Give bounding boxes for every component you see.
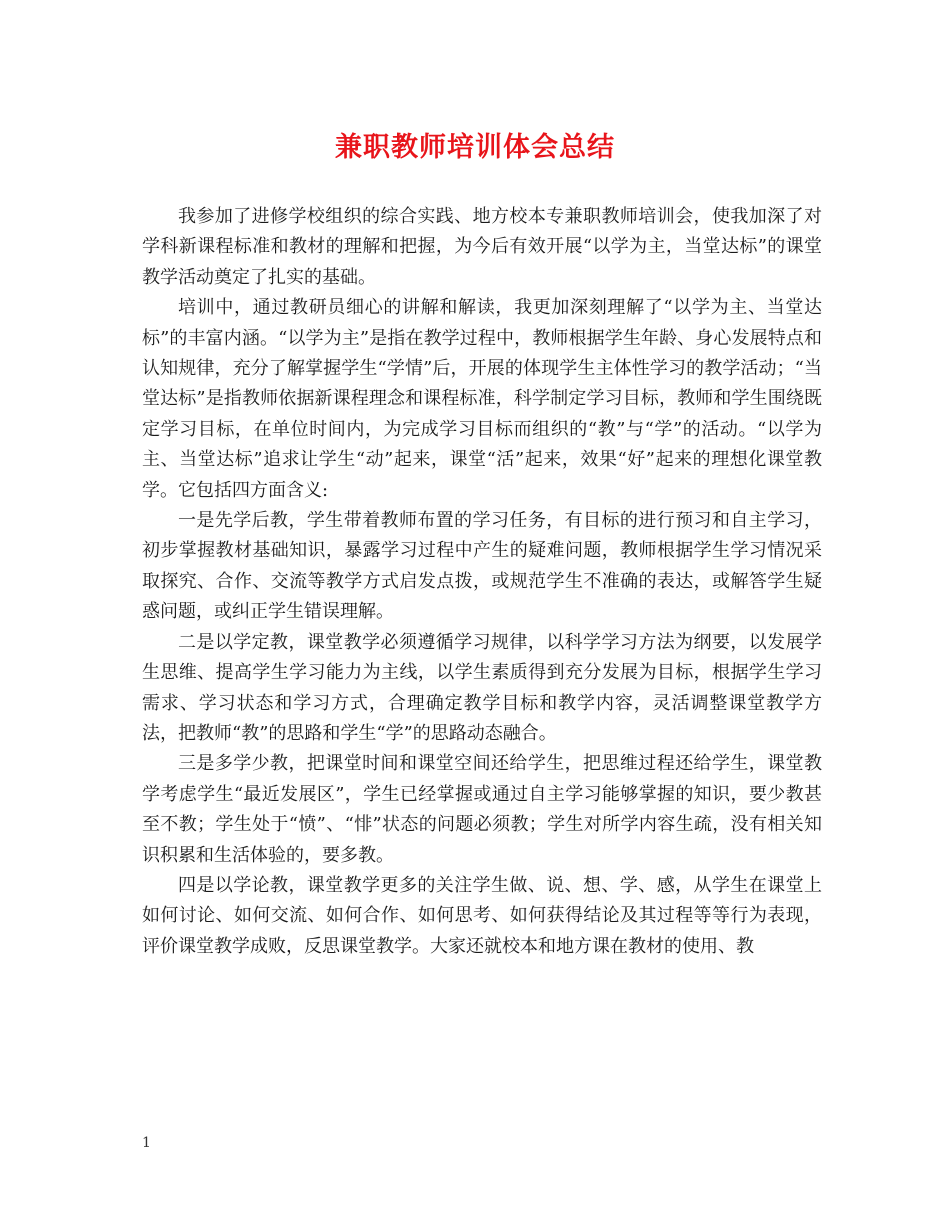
paragraph-intro: 我参加了进修学校组织的综合实践、地方校本专兼职教师培训会，使我加深了对学科新课程标准和教材的理解和把握，为今后有效开展“以学为主，当堂达标”的课堂教学活动奠定了扎实的基础。 (142, 206, 822, 288)
paragraph-point-one: 一是先学后教，学生带着教师布置的学习任务，有目标的进行预习和自主学习，初步掌握教材基础知识，暴露学习过程中产生的疑难问题，教师根据学生学习情况采取探究、合作、交流等教学方式启发点拨，或规范学生不准确的表达，或解答学生疑惑问题，或纠正学生错误理解。 (142, 510, 822, 623)
paragraph-training: 培训中，通过教研员细心的讲解和解读，我更加深刻理解了“以学为主、当堂达标”的丰富内涵。“以学为主”是指在教学过程中，教师根据学生年龄、身心发展特点和认知规律，充分了解掌握学生“学情”后，开展的体现学生主体性学习的教学活动；“当堂达标”是指教师依据新课程理念和课程标准，科学制定学习目标，教师和学生围绕既定学习目标，在单位时间内，为完成学习目标而组织的“教”与“学”的活动。“以学为主、当堂达标”追求让学生“动”起来，课堂“活”起来，效果“好”起来的理想化课堂教学。它包括四方面含义: (142, 297, 822, 501)
document-title: 兼职教师培训体会总结 (335, 132, 615, 163)
paragraph-point-three: 三是多学少教，把课堂时间和课堂空间还给学生，把思维过程还给学生，课堂教学考虑学生“最近发展区”，学生已经掌握或通过自主学习能够掌握的知识，要少教甚至不教；学生处于“愤”、“悱”状态的问题必须教；学生对所学内容生疏，没有相关知识积累和生活体验的，要多教。 (142, 753, 822, 866)
document-body (142, 202, 822, 962)
paragraph-point-four: 四是以学论教，课堂教学更多的关注学生做、说、想、学、感，从学生在课堂上如何讨论、如何交流、如何合作、如何思考、如何获得结论及其过程等等行为表现，评价课堂教学成败，反思课堂教学。大家还就校本和地方课在教材的使用、教 (142, 874, 822, 957)
paragraph-point-two: 二是以学定教，课堂教学必须遵循学习规律，以科学学习方法为纲要，以发展学生思维、提高学生学习能力为主线，以学生素质得到充分发展为目标，根据学生学习需求、学习状态和学习方式，合理确定教学目标和教学内容，灵活调整课堂教学方法，把教师“教”的思路和学生“学”的思路动态融合。 (142, 631, 822, 744)
page-number: 1 (142, 1135, 151, 1151)
